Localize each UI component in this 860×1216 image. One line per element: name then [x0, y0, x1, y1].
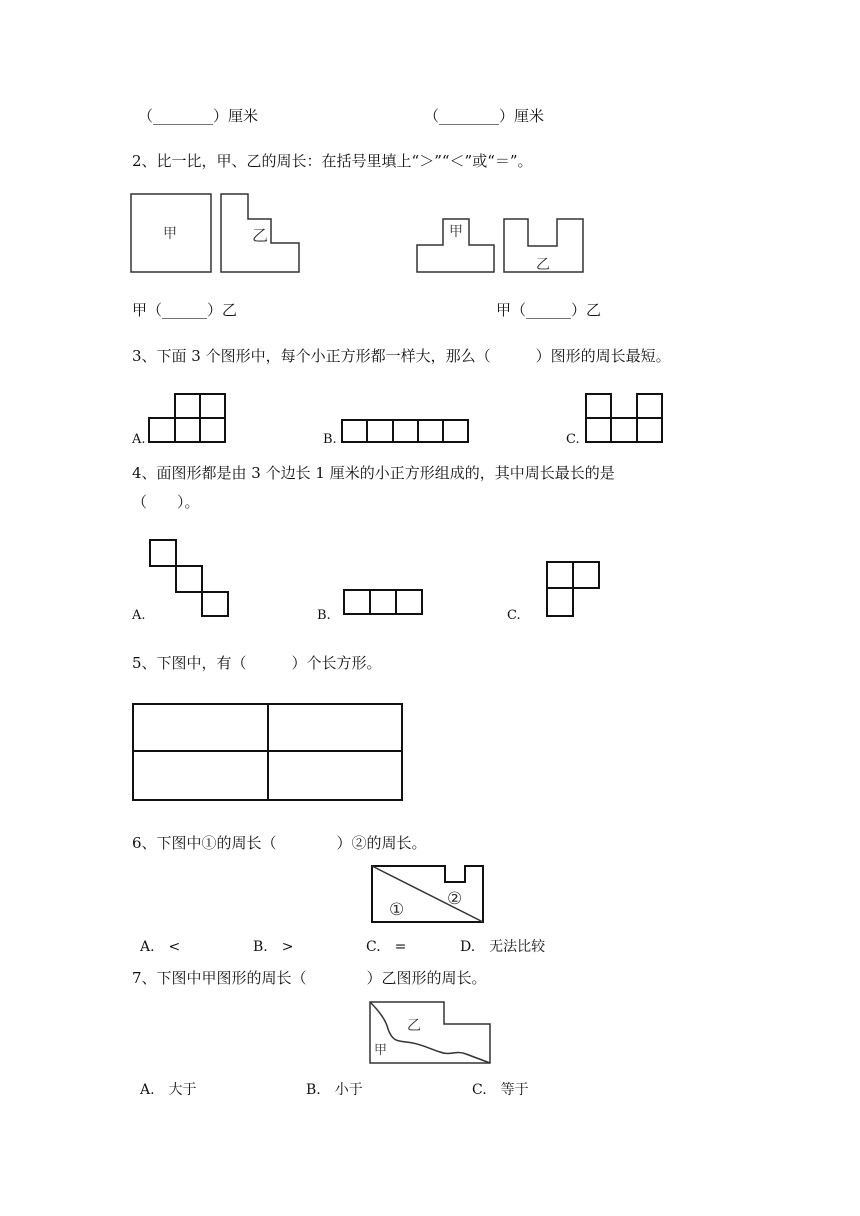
q7-choice-c[interactable]: C. 等于 [472, 1082, 529, 1098]
q4-option-a[interactable]: A. [132, 608, 146, 623]
q2-label-jia-1: 甲 [163, 226, 177, 242]
q2-figure-pair-2 [414, 214, 590, 278]
q4-figure-a [148, 538, 232, 620]
q2-figure-pair-1 [128, 190, 308, 278]
q5-rectangle-grid [133, 704, 402, 800]
q4-figure-c [545, 560, 603, 620]
q5-figure [130, 701, 408, 805]
q7-curve [370, 1002, 490, 1063]
q2-label-jia-2: 甲 [449, 224, 463, 240]
q4-option-b[interactable]: B. [317, 608, 331, 623]
q2-label-yi-1: 乙 [252, 226, 269, 245]
q2-label-yi-2: 乙 [536, 257, 550, 273]
q3-figure-a-outline [149, 394, 225, 442]
q6-choice-d[interactable]: D. 无法比较 [460, 939, 546, 955]
q7-choice-a[interactable]: A. 大于 [140, 1082, 197, 1098]
q3-question: 3、下面 3 个图形中，每个小正方形都一样大，那么（ ）图形的周长最短。 [132, 347, 671, 365]
q7-question: 7、下图中甲图形的周长（ ）乙图形的周长。 [132, 969, 487, 987]
q4-a-square-1 [150, 540, 176, 566]
q6-choice-c[interactable]: C. = [366, 939, 407, 955]
q3-figure-b [340, 418, 472, 446]
q3-option-a[interactable]: A. [132, 432, 146, 447]
q3-figure-c [584, 392, 666, 446]
q6-choice-b[interactable]: B. > [253, 939, 294, 955]
q7-label-jia: 甲 [374, 1043, 388, 1058]
q3-option-c[interactable]: C. [566, 432, 580, 447]
q7-figure [366, 996, 496, 1068]
q4-question-line1: 4、面图形都是由 3 个边长 1 厘米的小正方形组成的，其中周长最长的是 [132, 464, 615, 482]
q3-figure-c-outline [586, 394, 662, 442]
q4-option-c[interactable]: C. [507, 608, 521, 623]
q1-answer-left[interactable]: （________）厘米 [138, 107, 259, 125]
q6-choice-a[interactable]: A. < [140, 939, 181, 955]
q7-outline [370, 1002, 490, 1063]
q6-label-1: ① [389, 900, 405, 920]
q4-question-line2: （ ）。 [132, 493, 200, 511]
q7-choice-b[interactable]: B. 小于 [306, 1082, 363, 1098]
q6-question: 6、下图中①的周长（ ）②的周长。 [132, 834, 427, 852]
q3-option-b[interactable]: B. [323, 432, 337, 447]
q4-a-square-3 [202, 592, 228, 616]
q6-label-2: ② [447, 889, 463, 909]
q4-a-square-2 [176, 566, 202, 592]
q2-answer-left[interactable]: 甲（______）乙 [132, 301, 238, 319]
q7-label-yi: 乙 [407, 1018, 421, 1034]
q4-figure-c-outline [547, 562, 599, 616]
q2-answer-right[interactable]: 甲（______）乙 [496, 301, 602, 319]
q4-figure-b-outline [344, 590, 422, 614]
q1-answer-right[interactable]: （________）厘米 [424, 107, 545, 125]
q2-question: 2、比一比，甲、乙的周长：在括号里填上“＞”“＜”或“＝”。 [132, 152, 533, 170]
q3-figure-a [147, 392, 229, 446]
q3-figure-b-outline [342, 420, 468, 442]
q5-question: 5、下图中，有（ ）个长方形。 [132, 654, 382, 672]
q6-figure [369, 860, 489, 926]
q4-figure-b [342, 588, 426, 618]
